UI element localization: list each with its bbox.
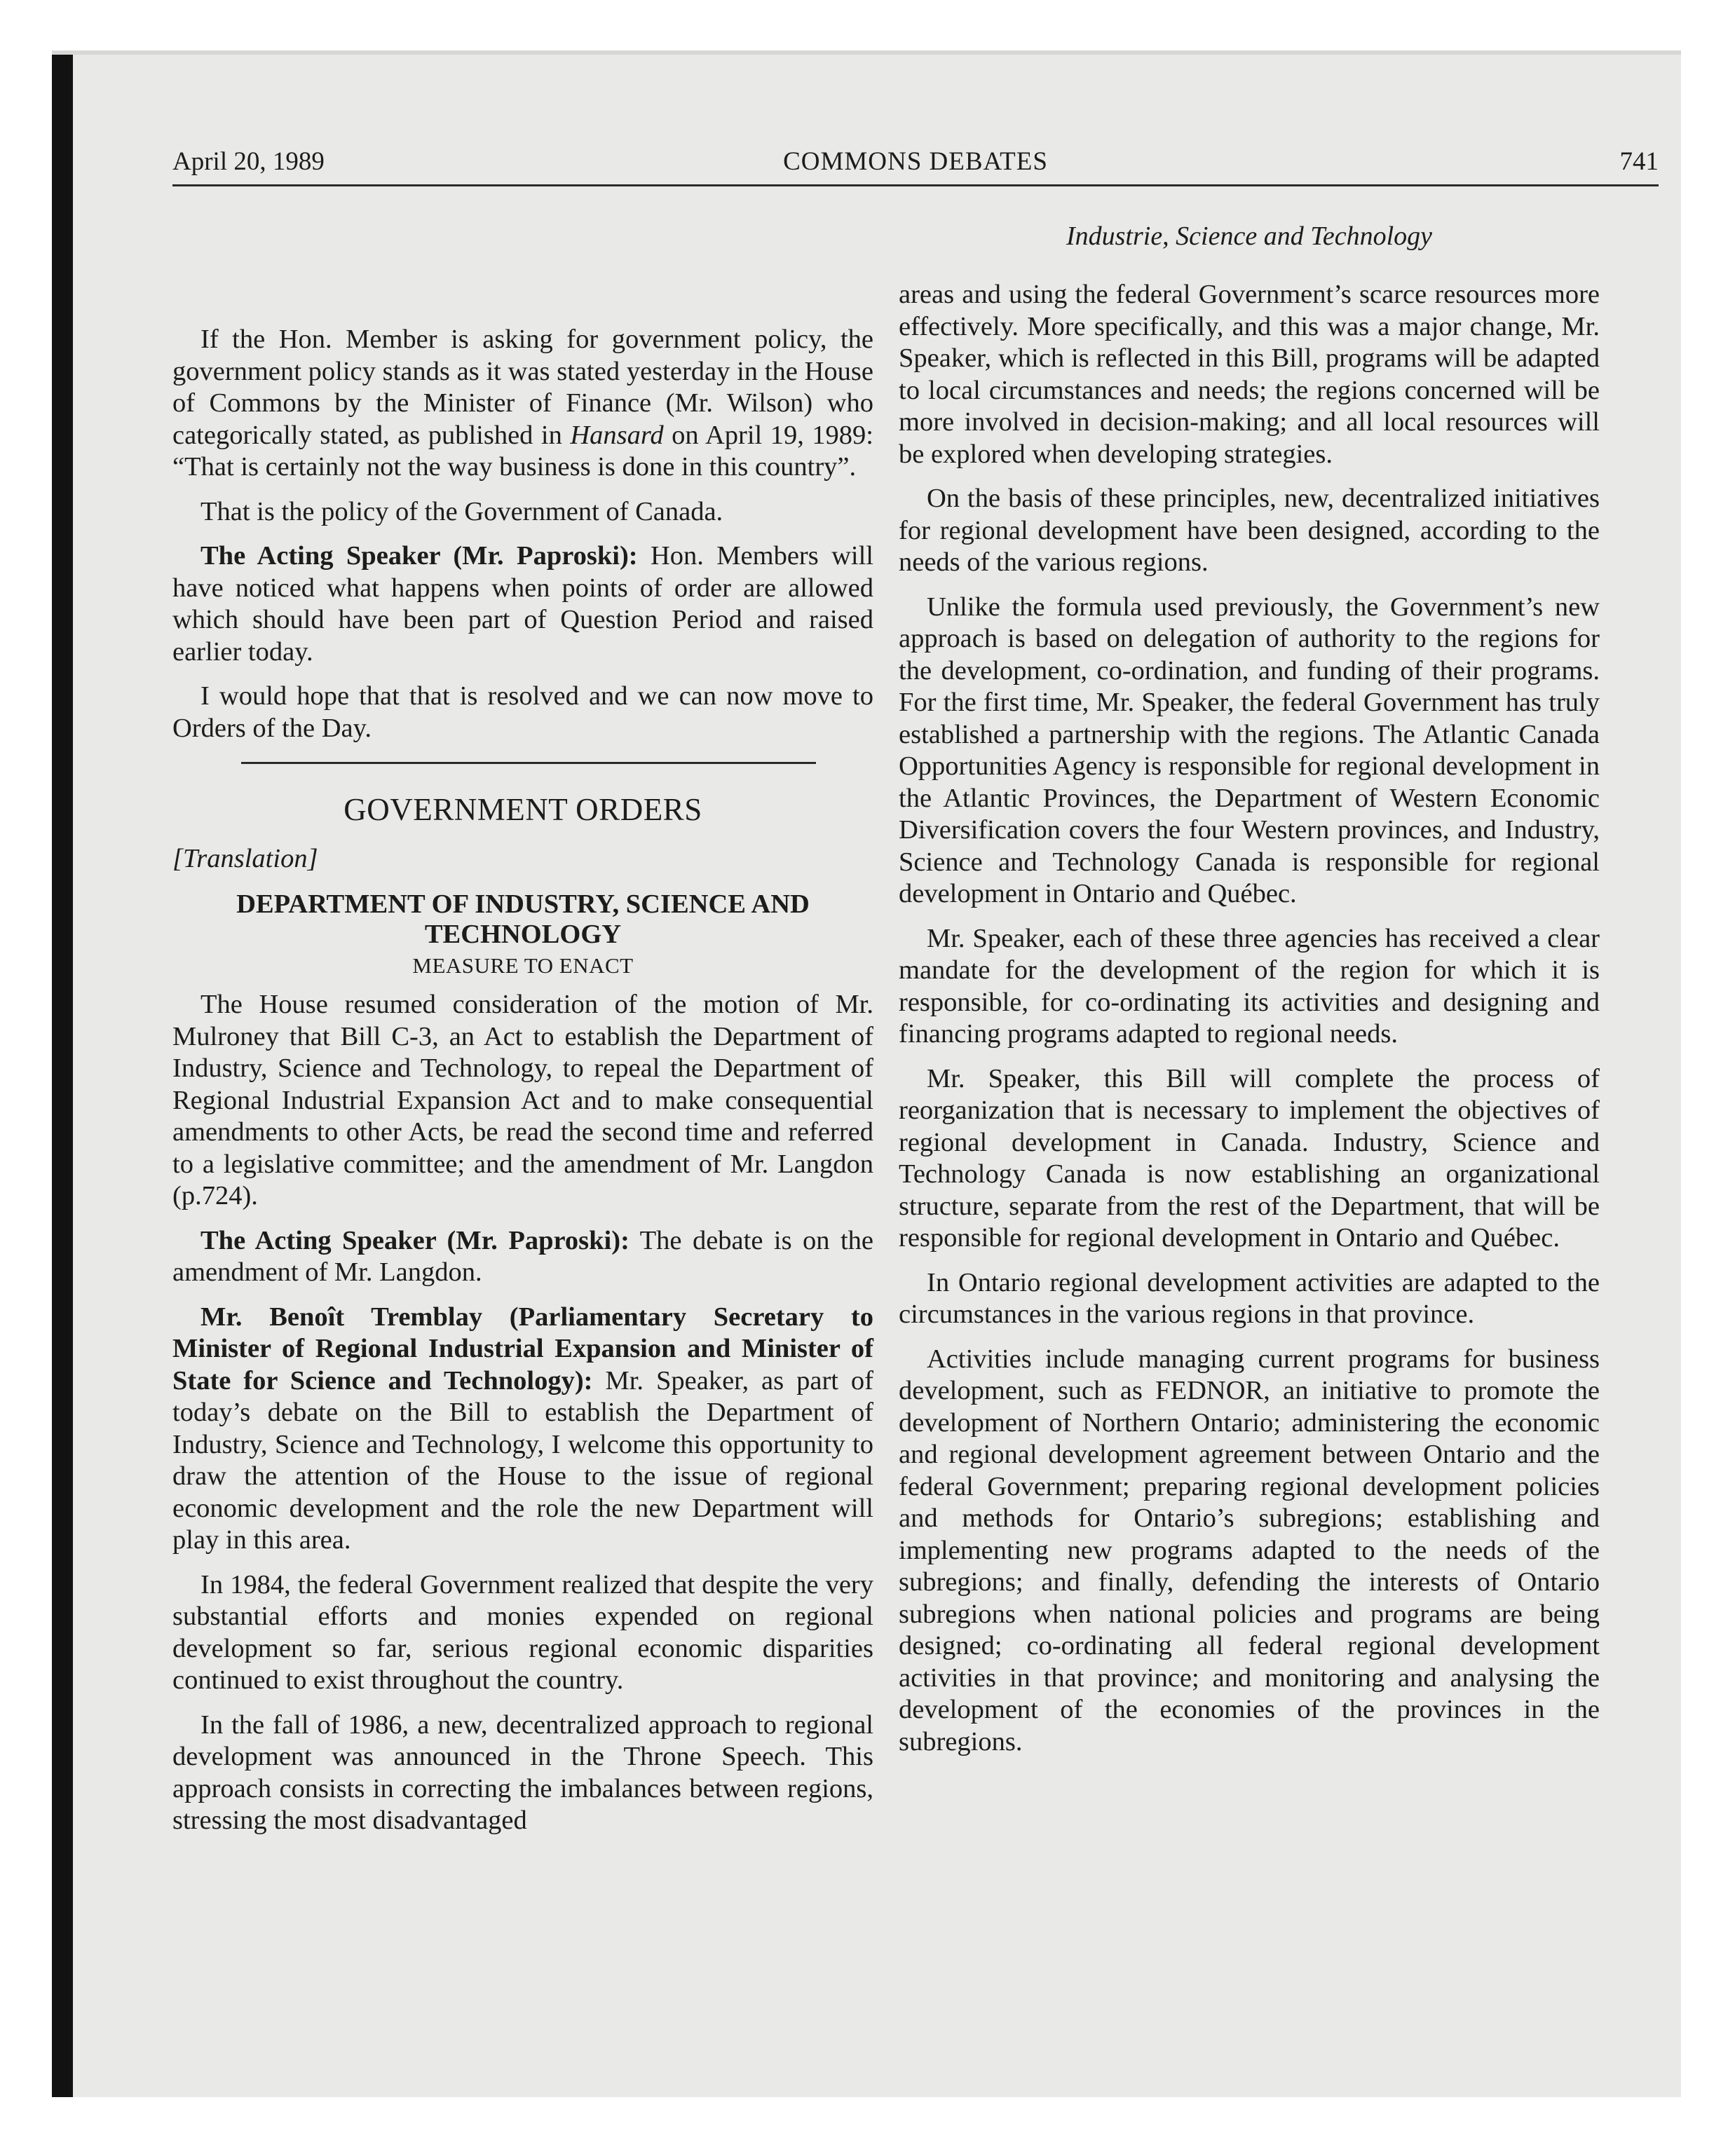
paragraph: In the fall of 1986, a new, decentralized approach to regional development was announced in the Throne Speech. This approach consists in correcting the imbalances between regions, stressing the most disadvantaged xyxy=(172,1710,873,1835)
department-heading: DEPARTMENT OF INDUSTRY, SCIENCE AND TECHNOLOGY xyxy=(236,889,810,949)
paragraph xyxy=(172,324,873,484)
header-title: COMMONS DEBATES xyxy=(783,147,1048,176)
paragraph-text: The debate is on the amendment of Mr. Langdon. xyxy=(172,1225,873,1287)
translation-note: [Translation] xyxy=(172,844,318,873)
speaker-name: The Acting Speaker (Mr. Paproski): xyxy=(200,541,638,571)
document-page xyxy=(73,55,1681,2097)
paragraph: areas and using the federal Government’s scarce resources more effectively. More specifically, and this was a major change, Mr. Speaker, which is reflected in this Bill, programs will be adapted to local circumstances and needs; the regions concerned will be more involved in decision-making; and all local resources will be explored when developing strategies. xyxy=(899,280,1600,469)
paragraph xyxy=(172,1225,873,1289)
speaker-name: The Acting Speaker (Mr. Paproski): xyxy=(200,1225,630,1255)
paragraph-text: on April 19, 1989: “That is certainly not the way business is done in this country”. xyxy=(172,420,873,482)
scan-border-left xyxy=(52,50,73,2097)
paragraph-text: Hon. Members will have noticed what happens when points of order are allowed which should have been part of Question Period and raised earlier today. xyxy=(172,541,873,667)
paragraph: In 1984, the federal Government realized that despite the very substantial efforts and monies expended on regional development so far, serious regional economic disparities continued to exist throughout the country. xyxy=(172,1569,873,1695)
page-header xyxy=(172,144,1659,180)
section-divider xyxy=(241,762,816,764)
measure-subheading: MEASURE TO ENACT xyxy=(412,953,634,978)
header-rule xyxy=(172,184,1659,186)
paragraph: Unlike the formula used previously, the Government’s new approach is based on delegation of authority to the regions for the development, co-ordination, and funding of their programs. For the first time, Mr. Speaker, the federal Government has truly established a partnership with the regions. The Atlantic Canada Opportunities Agency is responsible for regional development in the Atlantic Provinces, the Department of Western Economic Diversification covers the four Western provinces, and Industry, Science and Technology Canada is responsible for regional development in Ontario and Québec. xyxy=(899,592,1600,908)
header-date: April 20, 1989 xyxy=(172,147,325,176)
right-column xyxy=(899,279,1600,1770)
paragraph xyxy=(172,1302,873,1557)
running-head: Industrie, Science and Technology xyxy=(1066,221,1433,251)
section-heading: GOVERNMENT ORDERS xyxy=(343,792,702,827)
paragraph: Activities include managing current programs for business development, such as FEDNOR, an initiative to promote the development of Northern Ontario; administering the economic and regional development agreement between Ontario and the federal Government; preparing regional development policies and methods for Ontario’s subregions; establishing and implementing new programs adapted to the needs of the subregions; and finally, defending the interests of Ontario subregions when national policies and programs are being designed; co-ordinating all federal regional development activities in that province; and monitoring and analysing the development of the economies of the provinces in the subregions. xyxy=(899,1344,1600,1756)
paragraph: Mr. Speaker, this Bill will complete the process of reorganization that is necessary to implement the objectives of regional development in Canada. Industry, Science and Technology Canada is now establishing an organizational structure, separate from the rest of the Department, that will be responsible for regional development in Ontario and Québec. xyxy=(899,1063,1600,1253)
left-column-intro xyxy=(172,324,873,757)
italic-publication-title: Hansard xyxy=(570,420,664,450)
paragraph: Mr. Speaker, each of these three agencies has received a clear mandate for the development of the region for which it is responsible, for co-ordinating its activities and designing and financing programs adapted to regional needs. xyxy=(899,923,1600,1049)
left-column-debate xyxy=(172,989,873,1850)
paragraph xyxy=(172,540,873,668)
paragraph: On the basis of these principles, new, decentralized initiatives for regional development have been designed, according to the needs of the various regions. xyxy=(899,484,1600,577)
speaker-name: Mr. Benoît Tremblay (Parliamentary Secretary to Minister of Regional Industrial Expansion and Minister of State for Science and Technology): xyxy=(172,1302,873,1396)
paragraph: I would hope that that is resolved and we can now move to Orders of the Day. xyxy=(172,681,873,743)
header-page-number: 741 xyxy=(1619,147,1659,176)
paragraph: The House resumed consideration of the motion of Mr. Mulroney that Bill C-3, an Act to establish the Department of Industry, Science and Technology, to repeal the Department of Regional Industrial Expansion Act and to make consequential amendments to other Acts, be read the second time and referred to a legislative committee; and the amendment of Mr. Langdon (p.724). xyxy=(172,990,873,1210)
paragraph: In Ontario regional development activities are adapted to the circumstances in the various regions in that province. xyxy=(899,1267,1600,1329)
paragraph-text: If the Hon. Member is asking for government policy, the government policy stands as it was stated yesterday in the House of Commons by the Minister of Finance (Mr. Wilson) who categorically stated, as published in xyxy=(172,325,873,450)
paragraph: That is the policy of the Government of Canada. xyxy=(200,496,723,526)
paragraph-text: Mr. Speaker, as part of today’s debate on the Bill to establish the Department of Industry, Science and Technology, I welcome this opportunity to draw the attention of the House to the issue of regional economic development and the role the new Department will play in this area. xyxy=(172,1365,874,1555)
